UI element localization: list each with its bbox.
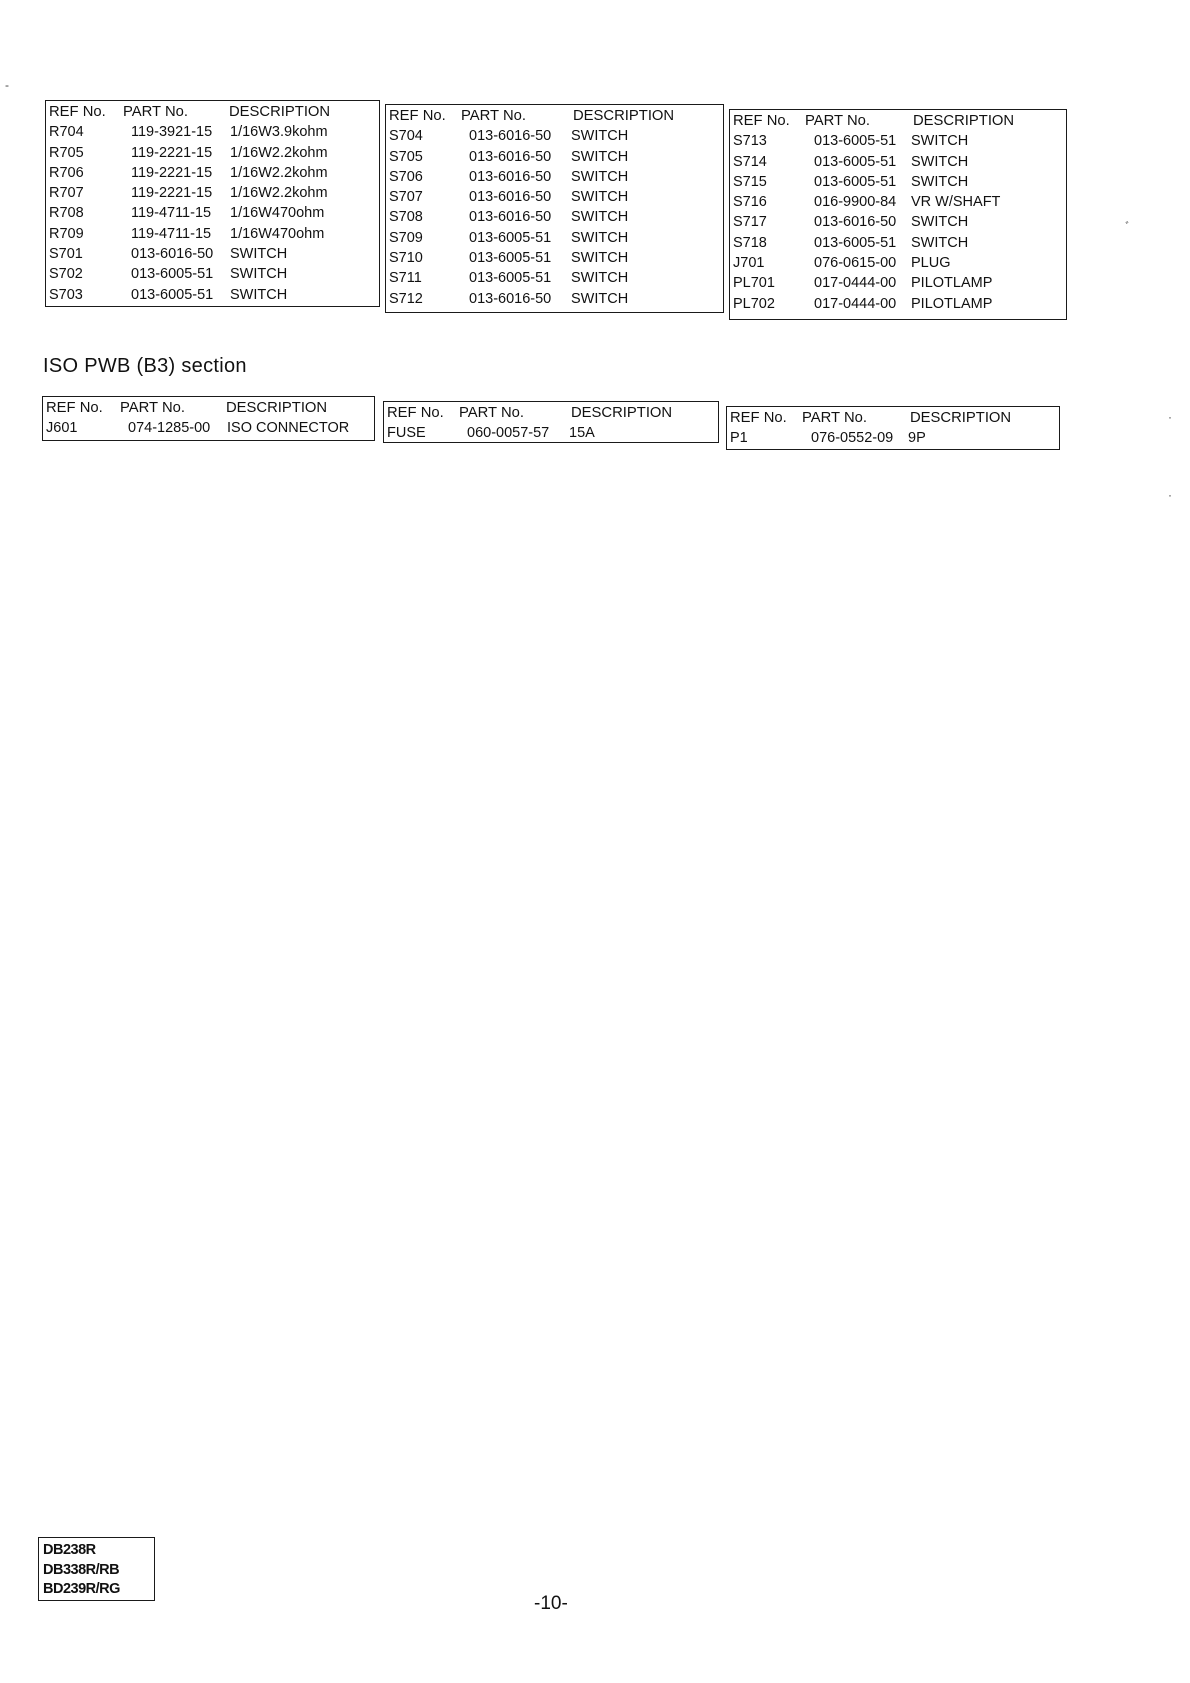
- table-row: [387, 423, 718, 443]
- cell-ref-no: S708: [389, 209, 423, 226]
- cell-description: SWITCH: [571, 229, 629, 246]
- cell-ref-no: R709: [49, 225, 84, 242]
- table-row: [389, 268, 723, 288]
- cell-ref-no: S702: [49, 266, 83, 283]
- cell-description: 15A: [569, 425, 595, 442]
- header-part-no: PART No.: [120, 400, 185, 416]
- header-ref-no: REF No.: [733, 113, 790, 129]
- cell-ref-no: S714: [733, 153, 767, 170]
- cell-part-no: 076-0552-09: [811, 430, 894, 447]
- cell-ref-no: S707: [389, 189, 423, 206]
- table-row: [49, 183, 379, 203]
- table-row: [733, 294, 1066, 314]
- cell-part-no: 013-6016-50: [469, 128, 552, 145]
- cell-part-no: 013-6016-50: [469, 290, 552, 307]
- cell-part-no: 119-4711-15: [131, 205, 212, 222]
- cell-description: SWITCH: [911, 133, 969, 150]
- model-number: BD239R/RG: [43, 1581, 120, 1597]
- model-number: DB338R/RB: [43, 1561, 120, 1578]
- cell-ref-no: S715: [733, 173, 767, 190]
- cell-part-no: 013-6005-51: [131, 286, 214, 303]
- model-number: DB238R: [43, 1542, 96, 1558]
- table-header-row: [389, 106, 723, 126]
- cell-description: SWITCH: [571, 168, 629, 185]
- cell-description: 1/16W470ohm: [230, 205, 325, 222]
- cell-part-no: 013-6005-51: [131, 266, 214, 283]
- cell-ref-no: S703: [49, 286, 83, 303]
- cell-description: SWITCH: [571, 290, 629, 307]
- table-row: [49, 143, 379, 163]
- cell-description: SWITCH: [230, 266, 288, 283]
- table-row: [733, 131, 1066, 151]
- header-description: DESCRIPTION: [226, 400, 328, 416]
- cell-part-no: 013-6005-51: [814, 133, 897, 150]
- table-row: [733, 233, 1066, 253]
- table-row: [49, 264, 379, 284]
- table-row: [389, 167, 723, 187]
- cell-ref-no: R704: [49, 124, 84, 141]
- cell-part-no: 013-6016-50: [131, 246, 214, 263]
- cell-part-no: 013-6005-51: [469, 270, 552, 287]
- cell-part-no: 119-4711-15: [131, 225, 212, 242]
- header-description: DESCRIPTION: [229, 104, 331, 120]
- cell-description: SWITCH: [230, 286, 288, 303]
- cell-ref-no: S711: [389, 270, 422, 287]
- table-row: [733, 253, 1066, 273]
- parts-table-fuse: [383, 401, 719, 443]
- cell-description: 1/16W2.2kohm: [230, 144, 328, 161]
- cell-description: 1/16W470ohm: [230, 225, 325, 242]
- header-ref-no: REF No.: [389, 108, 446, 124]
- cell-part-no: 119-2221-15: [131, 144, 213, 161]
- cell-part-no: 017-0444-00: [814, 295, 897, 312]
- cell-ref-no: S712: [389, 290, 423, 307]
- cell-part-no: 016-9900-84: [814, 194, 897, 211]
- header-description: DESCRIPTION: [573, 108, 675, 124]
- page-number: -10-: [534, 1593, 568, 1614]
- cell-description: 1/16W2.2kohm: [230, 164, 328, 181]
- table-row: [389, 228, 723, 248]
- cell-description: SWITCH: [571, 209, 629, 226]
- parts-table-s704-s712: [385, 104, 724, 313]
- table-row: [733, 172, 1066, 192]
- cell-description: PILOTLAMP: [911, 275, 993, 292]
- cell-part-no: 013-6016-50: [469, 189, 552, 206]
- header-ref-no: REF No.: [46, 400, 103, 416]
- header-part-no: PART No.: [461, 108, 526, 124]
- cell-description: SWITCH: [911, 234, 969, 251]
- header-ref-no: REF No.: [387, 405, 444, 421]
- cell-ref-no: S709: [389, 229, 423, 246]
- cell-part-no: 074-1285-00: [128, 420, 211, 437]
- table-row: [49, 122, 379, 142]
- cell-ref-no: S713: [733, 133, 767, 150]
- header-part-no: PART No.: [802, 410, 867, 426]
- table-row: [49, 163, 379, 183]
- cell-description: SWITCH: [571, 250, 629, 267]
- cell-description: SWITCH: [571, 148, 629, 165]
- cell-ref-no: PL701: [733, 275, 775, 292]
- model-number-box: [38, 1537, 155, 1601]
- scan-speck: ·: [1168, 488, 1172, 502]
- cell-ref-no: R706: [49, 164, 84, 181]
- table-row: [46, 418, 374, 438]
- cell-description: 9P: [908, 430, 926, 447]
- table-row: [733, 192, 1066, 212]
- cell-ref-no: S710: [389, 250, 423, 267]
- table-row: [49, 244, 379, 264]
- parts-table-r704-s703: [45, 100, 380, 307]
- cell-part-no: 013-6005-51: [814, 153, 897, 170]
- cell-part-no: 013-6005-51: [814, 234, 897, 251]
- cell-part-no: 013-6016-50: [469, 209, 552, 226]
- parts-table-p1: [726, 406, 1060, 450]
- table-row: [389, 126, 723, 146]
- header-part-no: PART No.: [123, 104, 188, 120]
- cell-part-no: 119-2221-15: [131, 164, 213, 181]
- table-header-row: [46, 398, 374, 418]
- cell-description: SWITCH: [230, 246, 288, 263]
- cell-ref-no: R707: [49, 185, 84, 202]
- cell-ref-no: S716: [733, 194, 767, 211]
- table-row: [730, 428, 1059, 448]
- cell-ref-no: S705: [389, 148, 423, 165]
- scan-speck: ·: [1168, 410, 1172, 424]
- cell-description: SWITCH: [911, 173, 969, 190]
- cell-ref-no: PL702: [733, 295, 775, 312]
- header-ref-no: REF No.: [730, 410, 787, 426]
- cell-ref-no: R708: [49, 205, 84, 222]
- cell-part-no: 013-6016-50: [469, 148, 552, 165]
- cell-ref-no: J601: [46, 420, 78, 437]
- header-part-no: PART No.: [805, 113, 870, 129]
- cell-ref-no: S701: [49, 246, 83, 263]
- cell-description: SWITCH: [571, 189, 629, 206]
- cell-ref-no: S706: [389, 168, 423, 185]
- cell-ref-no: P1: [730, 430, 748, 447]
- scan-speck: ﾞ: [1125, 220, 1132, 234]
- cell-description: VR W/SHAFT: [911, 194, 1001, 211]
- cell-ref-no: R705: [49, 144, 84, 161]
- cell-description: PILOTLAMP: [911, 295, 993, 312]
- header-description: DESCRIPTION: [910, 410, 1012, 426]
- table-header-row: [387, 403, 718, 423]
- table-row: [389, 248, 723, 268]
- cell-ref-no: FUSE: [387, 425, 426, 442]
- cell-ref-no: J701: [733, 255, 765, 272]
- table-row: [389, 147, 723, 167]
- cell-description: SWITCH: [571, 270, 629, 287]
- cell-description: SWITCH: [911, 153, 969, 170]
- scan-speck: -: [5, 78, 9, 92]
- cell-part-no: 119-3921-15: [131, 124, 213, 141]
- cell-part-no: 013-6016-50: [814, 214, 897, 231]
- cell-part-no: 013-6005-51: [469, 229, 552, 246]
- cell-description: ISO CONNECTOR: [227, 420, 350, 437]
- parts-table-j601: [42, 396, 375, 441]
- cell-part-no: 119-2221-15: [131, 185, 213, 202]
- cell-description: 1/16W3.9kohm: [230, 124, 328, 141]
- table-row: [389, 207, 723, 227]
- cell-description: 1/16W2.2kohm: [230, 185, 328, 202]
- cell-ref-no: S717: [733, 214, 767, 231]
- cell-description: SWITCH: [571, 128, 629, 145]
- parts-table-s713-pl702: [729, 109, 1067, 320]
- header-description: DESCRIPTION: [571, 405, 673, 421]
- cell-part-no: 013-6016-50: [469, 168, 552, 185]
- section-title-iso-pwb: ISO PWB (B3) section: [43, 355, 247, 377]
- header-part-no: PART No.: [459, 405, 524, 421]
- table-row: [49, 203, 379, 223]
- cell-part-no: 013-6005-51: [814, 173, 897, 190]
- table-row: [733, 273, 1066, 293]
- table-row: [389, 289, 723, 309]
- table-row: [389, 187, 723, 207]
- table-header-row: [49, 102, 379, 122]
- cell-part-no: 060-0057-57: [467, 425, 550, 442]
- table-header-row: [730, 408, 1059, 428]
- header-description: DESCRIPTION: [913, 113, 1015, 129]
- cell-ref-no: S718: [733, 234, 767, 251]
- cell-part-no: 013-6005-51: [469, 250, 552, 267]
- table-row: [49, 224, 379, 244]
- table-row: [733, 212, 1066, 232]
- table-header-row: [733, 111, 1066, 131]
- header-ref-no: REF No.: [49, 104, 106, 120]
- cell-description: PLUG: [911, 255, 951, 272]
- table-row: [733, 152, 1066, 172]
- cell-part-no: 076-0615-00: [814, 255, 897, 272]
- table-row: [49, 285, 379, 305]
- cell-part-no: 017-0444-00: [814, 275, 897, 292]
- cell-description: SWITCH: [911, 214, 969, 231]
- cell-ref-no: S704: [389, 128, 423, 145]
